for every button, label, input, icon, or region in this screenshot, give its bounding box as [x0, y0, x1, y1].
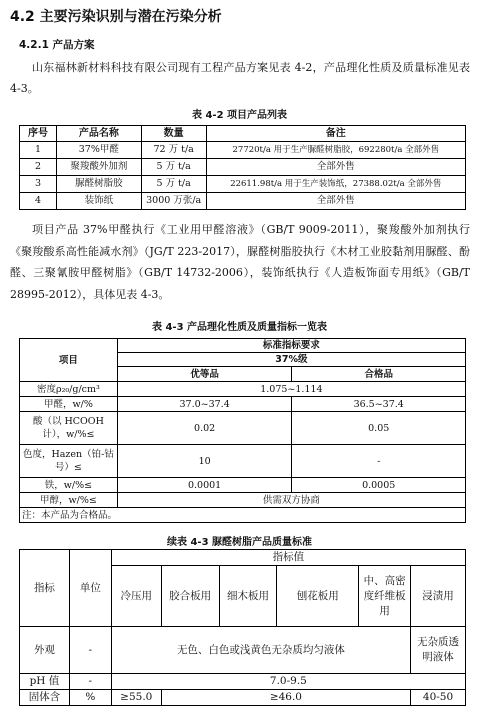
superior-cell: 0.0001: [117, 478, 292, 493]
merged-cell: ≥46.0: [161, 690, 410, 706]
table-row: [20, 445, 466, 478]
requirement-header: 标准指标要求: [117, 339, 465, 353]
table-row: [20, 142, 466, 159]
table-cell: 37%甲醛: [56, 142, 141, 159]
table-row: [20, 690, 466, 706]
merged-cell: 供需双方协商: [117, 493, 465, 508]
standards-paragraph: 项目产品 37%甲醛执行《工业用甲醛溶液》（GB/T 9009-2011），聚羧酸外加剂执行《聚羧酸系高性能减水剂》（JG/T 223-2017），脲醛树脂胶执行《木材工业胶黏剂用脲醛、酚醛、三聚氰胺甲醛树脂》（GB/T 14732-2006），装饰纸执行《人造板饰面专用纸》（GB/T 28995-2012），具体见表 4-3。: [10, 223, 470, 301]
table-header-row: [20, 126, 466, 142]
subcol-header: 冷压用: [111, 566, 161, 627]
table-row: [20, 493, 466, 508]
superior-cell: 37.0~37.4: [117, 397, 292, 412]
table-cell: 3: [20, 176, 57, 193]
qualified-cell: 0.05: [292, 412, 466, 445]
unit-cell: -: [69, 627, 111, 674]
superior-cell: 10: [117, 445, 292, 478]
section-heading: 4.2 主要污染识别与潜在污染分析: [10, 9, 222, 25]
qualified-cell: 36.5~37.4: [292, 397, 466, 412]
subcol-header: 中、高密度纤维板用: [359, 566, 411, 627]
item-cell: pH 值: [20, 674, 70, 690]
table-cell: 聚羧酸外加剂: [56, 159, 141, 176]
table-cell: 5 万 t/a: [141, 176, 206, 193]
item-cell: 色度，Hazen（铂-钴号）≤: [20, 445, 118, 478]
item-cell: 铁，w/%≤: [20, 478, 118, 493]
table-4-3-continued-caption: 续表 4-3 脲醛树脂产品质量标准: [166, 537, 313, 548]
table-cell: 22611.98t/a 用于生产装饰纸，27388.02t/a 全部外售: [206, 176, 465, 193]
product-list-table: [19, 125, 466, 210]
table-row: [20, 627, 466, 674]
table-row: [20, 674, 466, 690]
table-cell: 2: [20, 159, 57, 176]
header-cell: 数量: [141, 126, 206, 142]
table-cell: 装饰纸: [56, 193, 141, 210]
subcol-header: 细木板用: [219, 566, 277, 627]
item-cell: 固体含: [20, 690, 70, 706]
item-cell: 酸（以 HCOOH 计），w/%≤: [20, 412, 118, 445]
unit-header: 单位: [69, 550, 111, 627]
item-cell: 外观: [20, 627, 70, 674]
merged-cell: 无色、白色或浅黄色无杂质均匀液体: [111, 627, 410, 674]
subcol-header: 刨花板用: [277, 566, 359, 627]
table-cell: 1: [20, 142, 57, 159]
qualified-cell: 0.0005: [292, 478, 466, 493]
item-cell: 密度ρ₂₀/g/cm³: [20, 382, 118, 397]
header-cell: 序号: [20, 126, 57, 142]
table-row: [20, 397, 466, 412]
table-row: [20, 193, 466, 210]
table-row: [20, 382, 466, 397]
table-row: [20, 176, 466, 193]
table-cell: 3000 万张/a: [141, 193, 206, 210]
qualified-header: 合格品: [292, 367, 466, 382]
first-cell: ≥55.0: [111, 690, 161, 706]
table-cell: 72 万 t/a: [141, 142, 206, 159]
table-cell: 4: [20, 193, 57, 210]
table-note: 注：本产品为合格品。: [20, 508, 466, 523]
table-cell: 5 万 t/a: [141, 159, 206, 176]
subcol-header: 胶合板用: [161, 566, 219, 627]
unit-cell: -: [69, 674, 111, 690]
item-cell: 甲醇，w/%≤: [20, 493, 118, 508]
table-row: [20, 478, 466, 493]
last-cell: 40-50: [411, 690, 466, 706]
subcol-header: 浸渍用: [411, 566, 466, 627]
value-header: 指标值: [111, 550, 465, 566]
merged-cell: 1.075~1.114: [117, 382, 465, 397]
header-cell: 备注: [206, 126, 465, 142]
table-row: [20, 159, 466, 176]
grade-header: 37%级: [117, 353, 465, 367]
superior-cell: 0.02: [117, 412, 292, 445]
table-cell: 全部外售: [206, 193, 465, 210]
intro-paragraph: 山东福林新材料科技有限公司现有工程产品方案见表 4-2，产品理化性质及质量标准见表 4-3。: [10, 61, 470, 95]
qualified-cell: -: [292, 445, 466, 478]
item-cell: 甲醛，w/%: [20, 397, 118, 412]
table-row: [20, 412, 466, 445]
last-cell: 无杂质透明液体: [411, 627, 466, 674]
subsection-heading: 4.2.1 产品方案: [19, 39, 95, 51]
item-header: 项目: [20, 339, 118, 382]
superior-header: 优等品: [117, 367, 292, 382]
unit-cell: %: [69, 690, 111, 706]
table-cell: 脲醛树脂胶: [56, 176, 141, 193]
merged-cell: 7.0-9.5: [111, 674, 465, 690]
urea-resin-quality-table: [19, 549, 466, 706]
table-note-row: [20, 508, 466, 523]
header-cell: 产品名称: [56, 126, 141, 142]
quality-index-table: [19, 338, 466, 523]
table-cell: 全部外售: [206, 159, 465, 176]
table-cell: 27720t/a 用于生产脲醛树脂胶，692280t/a 全部外售: [206, 142, 465, 159]
table-4-3-caption: 表 4-3 产品理化性质及质量指标一览表: [151, 322, 328, 333]
item-header: 指标: [20, 550, 70, 627]
table-4-2-caption: 表 4-2 项目产品列表: [191, 110, 288, 121]
